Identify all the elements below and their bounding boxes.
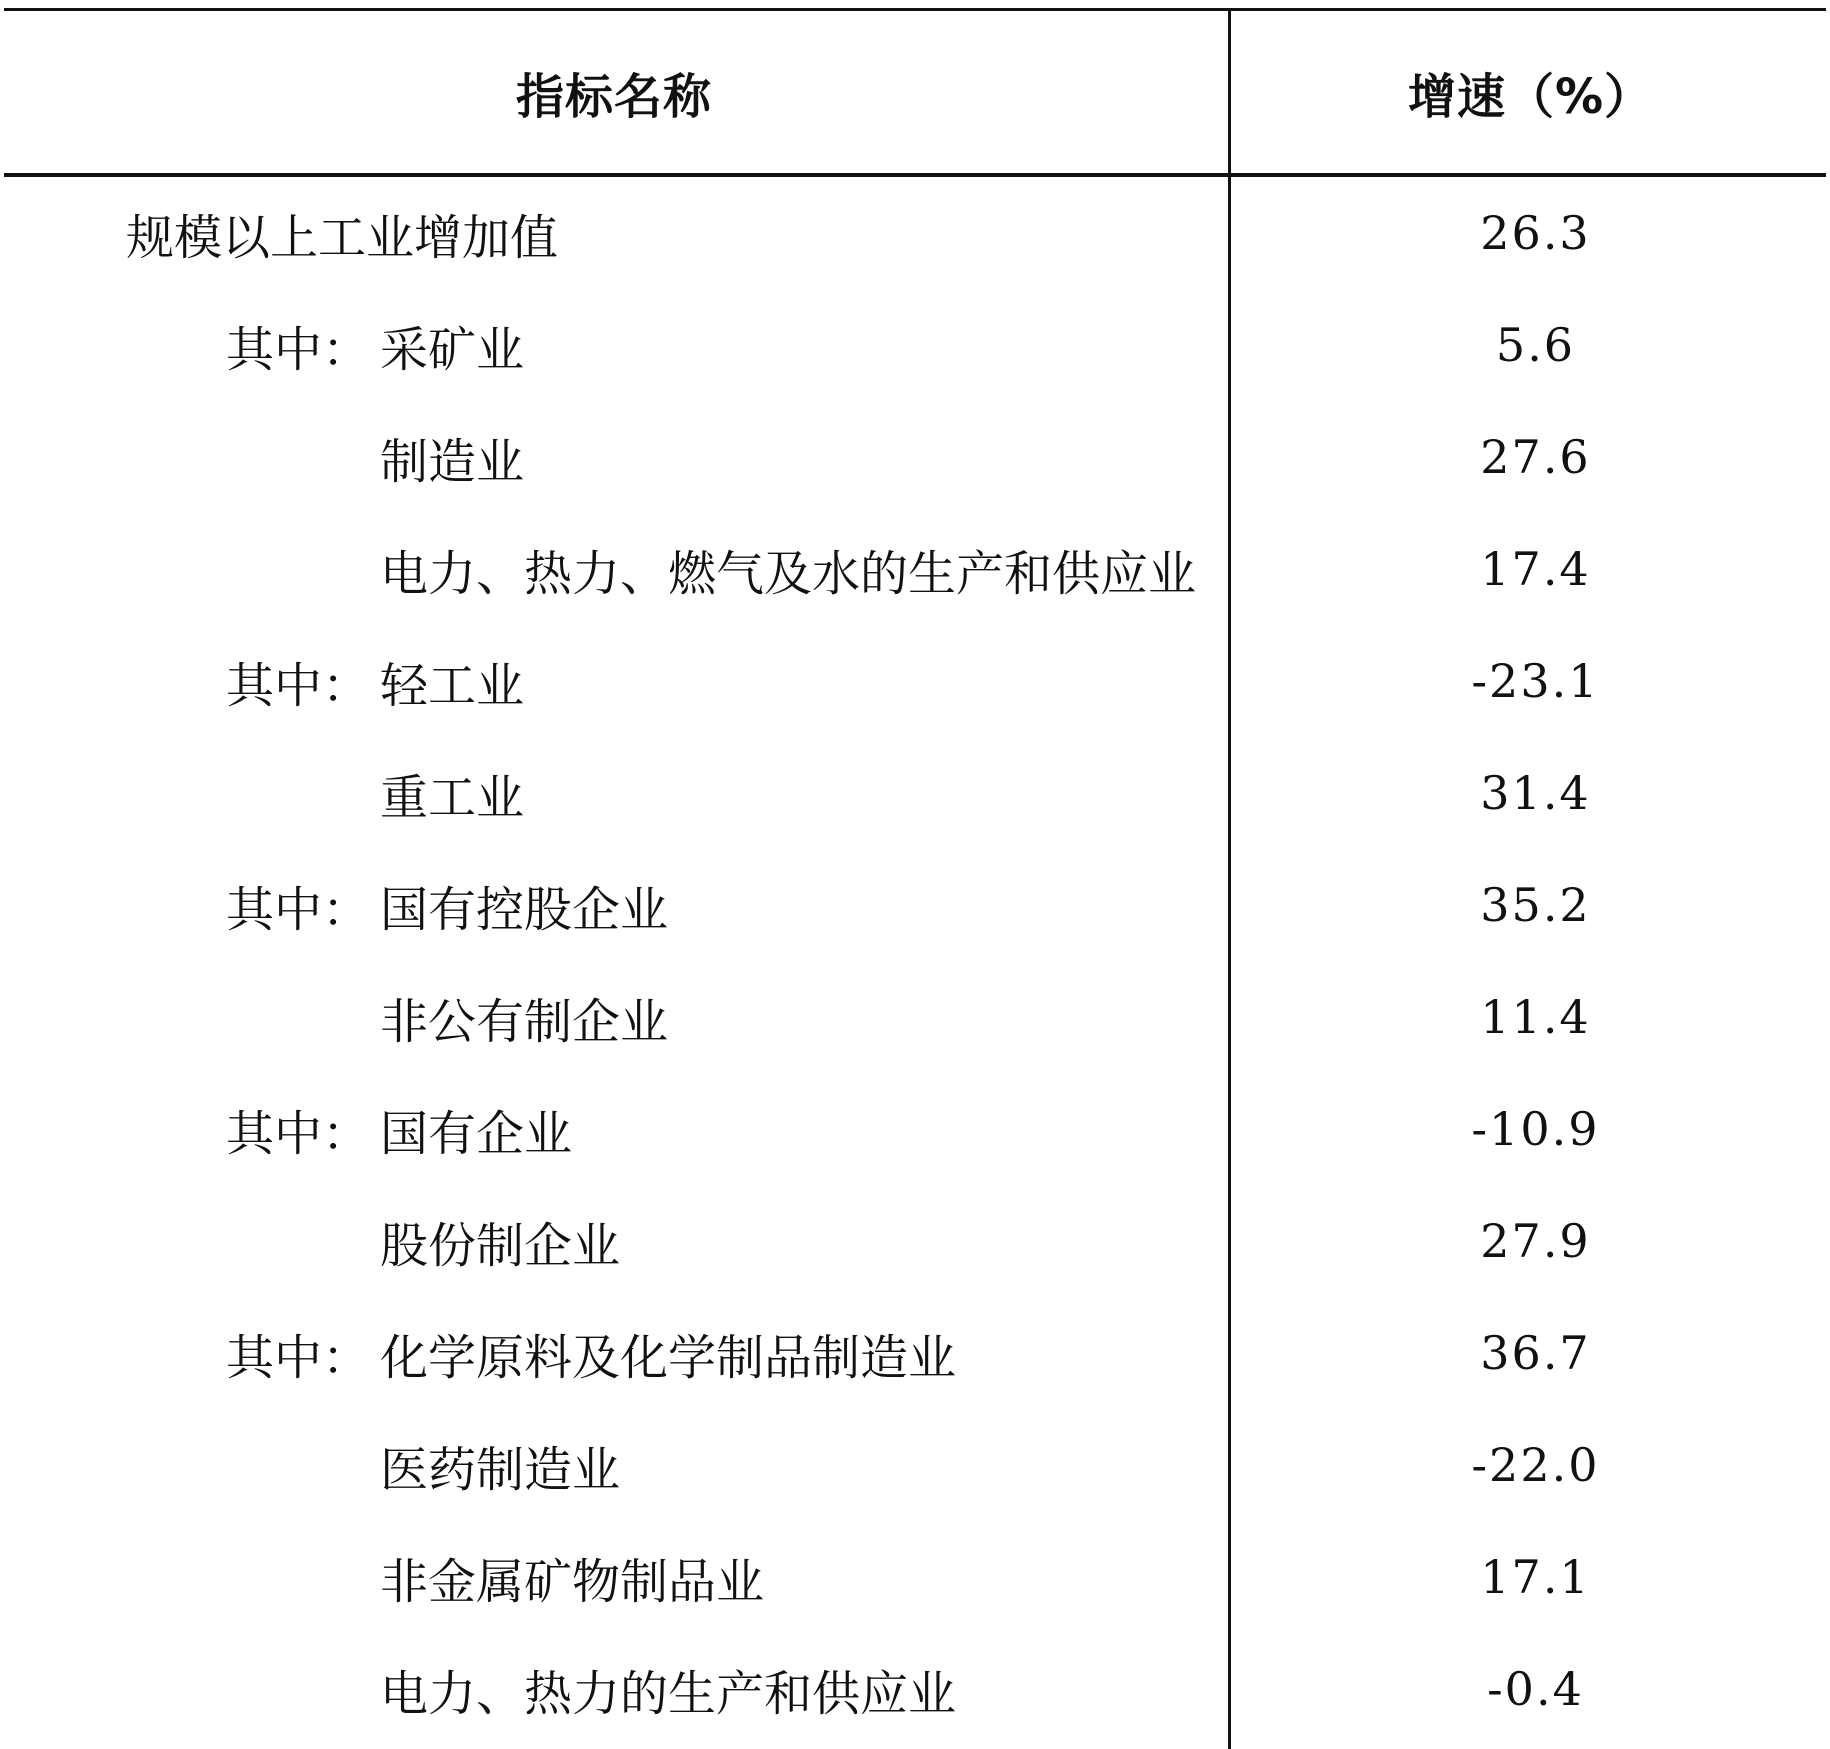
row-indicator-name: 医药制造业 <box>380 1441 621 1498</box>
table-header <box>0 11 1830 173</box>
row-indicator-name: 非金属矿物制品业 <box>380 1553 765 1610</box>
table-row <box>0 1073 1830 1185</box>
table-row <box>0 1297 1830 1409</box>
row-prefix: 其中： <box>226 657 371 714</box>
row-indicator-name: 制造业 <box>380 433 525 490</box>
row-indicator-name: 电力、热力的生产和供应业 <box>380 1665 957 1722</box>
table-row <box>0 1521 1830 1633</box>
row-indicator-name: 规模以上工业增加值 <box>126 209 559 266</box>
row-indicator-name: 采矿业 <box>380 321 525 378</box>
table-row <box>0 513 1830 625</box>
row-growth-value: -0.4 <box>1487 1662 1584 1716</box>
row-indicator-name: 股份制企业 <box>380 1217 621 1274</box>
header-growth-rate: 增速（%） <box>1407 68 1654 125</box>
row-growth-value: -22.0 <box>1471 1438 1600 1492</box>
row-indicator-name: 电力、热力、燃气及水的生产和供应业 <box>380 545 1197 602</box>
row-prefix: 其中： <box>226 881 371 938</box>
row-growth-value: -10.9 <box>1471 1102 1600 1156</box>
row-growth-value: 26.3 <box>1480 206 1591 260</box>
row-growth-value: 17.1 <box>1480 1550 1591 1604</box>
row-growth-value: 27.9 <box>1480 1214 1591 1268</box>
row-indicator-name: 化学原料及化学制品制造业 <box>380 1329 957 1386</box>
row-growth-value: -23.1 <box>1471 654 1600 708</box>
table-row <box>0 961 1830 1073</box>
row-indicator-name: 国有控股企业 <box>380 881 669 938</box>
row-prefix: 其中： <box>226 1105 371 1162</box>
row-indicator-name: 国有企业 <box>380 1105 573 1162</box>
table-row <box>0 401 1830 513</box>
row-indicator-name: 轻工业 <box>380 657 525 714</box>
table-row <box>0 625 1830 737</box>
table-row <box>0 1633 1830 1745</box>
row-prefix: 其中： <box>226 321 371 378</box>
row-growth-value: 5.6 <box>1495 318 1576 372</box>
row-growth-value: 31.4 <box>1480 766 1591 820</box>
table-row <box>0 177 1830 289</box>
row-growth-value: 27.6 <box>1480 430 1591 484</box>
row-growth-value: 36.7 <box>1480 1326 1591 1380</box>
table-row <box>0 1409 1830 1521</box>
row-growth-value: 11.4 <box>1480 990 1591 1044</box>
row-growth-value: 35.2 <box>1480 878 1591 932</box>
row-prefix: 其中： <box>226 1329 371 1386</box>
header-indicator-name: 指标名称 <box>515 68 712 125</box>
table-row <box>0 289 1830 401</box>
row-indicator-name: 非公有制企业 <box>380 993 669 1050</box>
table-row <box>0 737 1830 849</box>
row-indicator-name: 重工业 <box>380 769 525 826</box>
table-row <box>0 849 1830 961</box>
table-row <box>0 1185 1830 1297</box>
row-growth-value: 17.4 <box>1480 542 1591 596</box>
